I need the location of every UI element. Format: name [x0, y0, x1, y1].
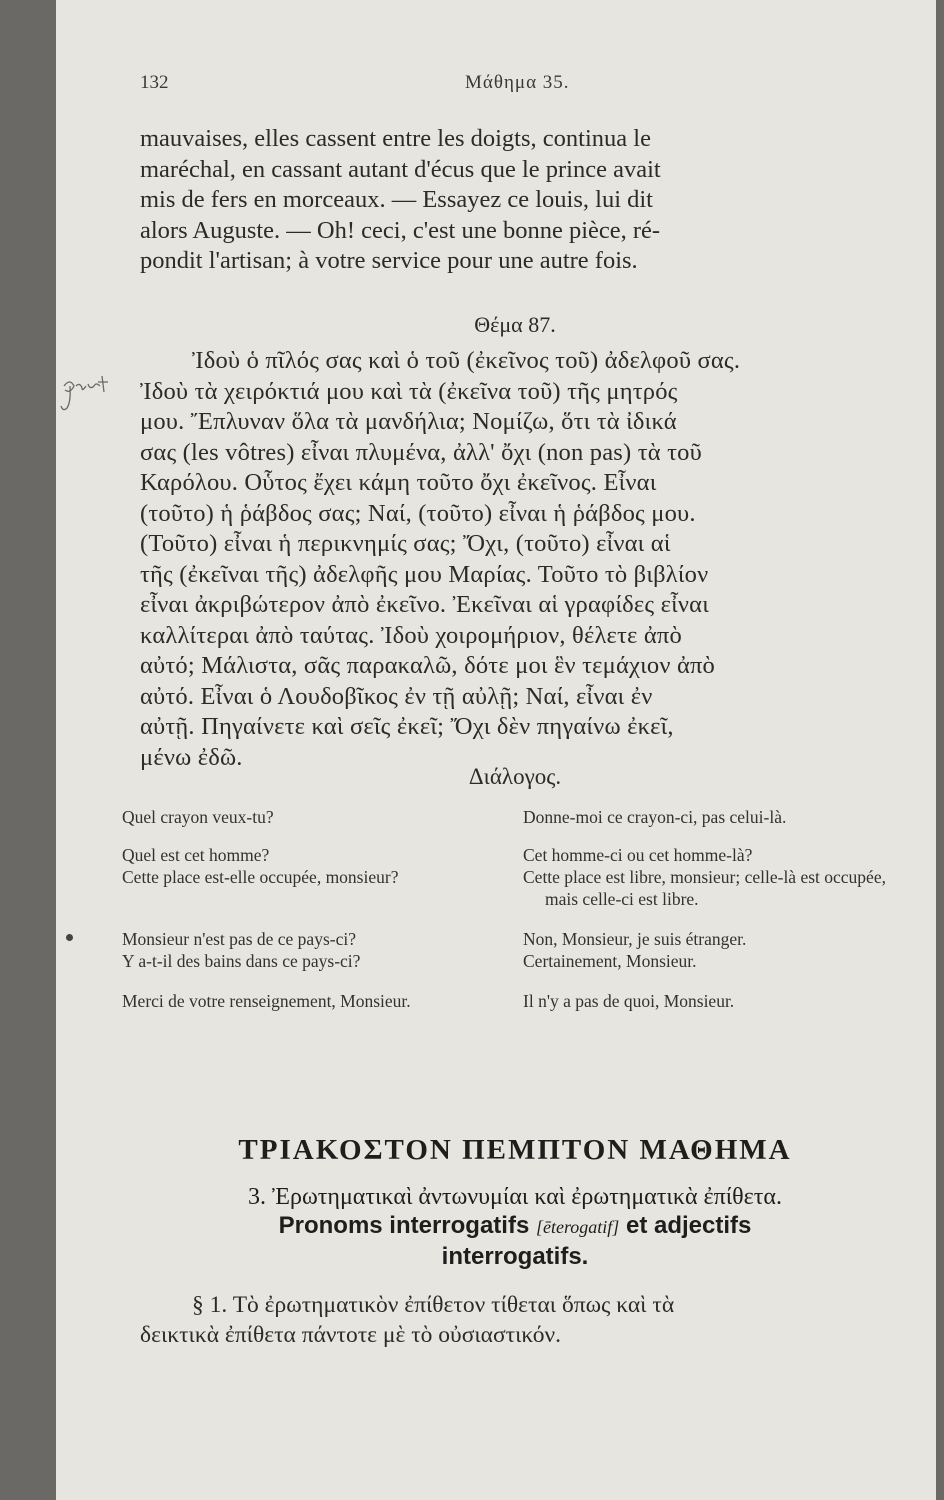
page-number: 132 [140, 72, 169, 93]
greek-paragraph [140, 346, 890, 773]
dialogue-table [122, 806, 890, 1012]
dialogue-row [122, 990, 890, 1012]
text-line: μένω ἐδῶ. [140, 743, 243, 771]
dialogue-question: Merci de votre renseignement, Monsieur. [122, 991, 411, 1011]
dialogue-answer: Cet homme-ci ou cet homme-là? [523, 845, 753, 865]
text-line: αὐτῇ. Πηγαίνετε καὶ σεῖς ἐκεῖ; Ὄχι δὲν πηγαίνω ἐκεῖ, [140, 713, 674, 740]
dialogue-title: Διάλογος. [468, 764, 562, 789]
text-line: Ἰδοὺ τὰ χειρόκτιά μου καὶ τὰ (ἐκεῖνα τοῦ) τῆς μητρός [140, 377, 678, 405]
text-line: alors Auguste. — Oh! ceci, c'est une bonne pièce, ré- [140, 216, 661, 244]
dialogue-answer: Certainement, Monsieur. [523, 951, 697, 971]
dialogue-answer: Non, Monsieur, je suis étranger. [523, 929, 747, 949]
running-title: Μάθημα 35. [465, 72, 570, 93]
text-line: maréchal, en cassant autant d'écus que le prince avait [140, 155, 661, 183]
text-line: καλλίτεραι ἀπὸ ταύτας. Ἰδοὺ χοιρομήριον, θέλετε ἀπὸ [140, 621, 682, 649]
dialogue-answer: Donne-moi ce crayon-ci, pas celui-là. [523, 807, 787, 827]
section-french-line [140, 1211, 890, 1242]
french-paragraph [140, 124, 890, 277]
text-line: (Τοῦτο) εἶναι ἡ περικνημίς σας; Ὄχι, (τοῦτο) εἶναι αἱ [140, 530, 671, 557]
text-line: § 1. Τὸ ἐρωτηματικὸν ἐπίθετον τίθεται ὅπως καὶ τὰ [192, 1292, 675, 1318]
page-header [140, 72, 890, 100]
text-line: εἶναι ἀκριβώτερον ἀπὸ ἐκεῖνο. Ἐκεῖναι αἱ γραφίδες εἶναι [140, 591, 709, 618]
text-line: (τοῦτο) ἡ ῥάβδος σας; Ναί, (τοῦτο) εἶναι ἡ ῥάβδος μου. [140, 499, 696, 527]
lesson-title: ΤΡΙΑΚΟΣΤΟΝ ΠΕΜΠΤΟΝ ΜΑΘΗΜΑ [238, 1134, 792, 1166]
dialogue-question: Quel est cet homme? [122, 845, 270, 865]
dialogue-question: Cette place est-elle occupée, monsieur? [122, 867, 399, 887]
dialogue-row [122, 844, 890, 866]
section-number: 3. [248, 1184, 267, 1210]
text-line: αὐτό. Εἶναι ὁ Λουδοβῖκος ἐν τῇ αὐλῇ; Ναί, εἶναι ἐν [140, 682, 653, 710]
page-speck [66, 934, 73, 941]
section-french-c: interrogatifs. [441, 1243, 589, 1270]
text-line: αὐτό; Μάλιστα, σᾶς παρακαλῶ, δότε μοι ἓν τεμάχιον ἀπὸ [140, 652, 716, 679]
handwritten-margin-note [58, 372, 118, 422]
text-line: δεικτικὰ ἐπίθετα πάντοτε μὲ τὸ οὐσιαστικόν. [140, 1322, 562, 1348]
text-line: μου. Ἔπλυναν ὅλα τὰ μανδήλια; Νομίζω, ὅτι τὰ ἰδικά [140, 408, 677, 435]
section-greek-title: Ἐρωτηματικαὶ ἀντωνυμίαι καὶ ἐρωτηματικὰ ἐπίθετα. [272, 1184, 782, 1210]
dialogue-row [122, 950, 890, 972]
text-line: τῆς (ἐκεῖναι τῆς) ἀδελφῆς μου Μαρίας. Τοῦτο τὸ βιβλίον [140, 560, 709, 588]
text-line: Καρόλου. Οὗτος ἔχει κάμη τοῦτο ὄχι ἐκεῖνος. Εἶναι [140, 469, 657, 496]
paragraph-1 [140, 1290, 890, 1350]
handwriting-graphic [58, 372, 118, 422]
exercise-title: Θέμα 87. [474, 312, 556, 337]
dialogue-row [122, 866, 890, 910]
dialogue-row [122, 928, 890, 950]
text-line: mauvaises, elles cassent entre les doigts, continua le [140, 125, 651, 152]
dialogue-question: Quel crayon veux-tu? [122, 807, 274, 827]
dialogue-question: Monsieur n'est pas de ce pays-ci? [122, 929, 356, 949]
dialogue-answer: Il n'y a pas de quoi, Monsieur. [523, 991, 735, 1011]
section-pronunciation: [ēterogatif] [535, 1217, 620, 1237]
text-line: σας (les vôtres) εἶναι πλυμένα, ἀλλ' ὄχι (non pas) τὰ τοῦ [140, 438, 702, 466]
section-french-a: Pronoms interrogatifs [278, 1212, 530, 1239]
text-line: pondit l'artisan; à votre service pour une autre fois. [140, 247, 638, 274]
dialogue-row [122, 806, 890, 828]
text-line: Ἰδοὺ ὁ πῖλός σας καὶ ὁ τοῦ (ἐκεῖνος τοῦ) ἀδελφοῦ σας. [192, 347, 741, 374]
book-page [56, 0, 936, 1500]
dialogue-answer: Cette place est libre, monsieur; celle-là est occupée, mais celle-ci est libre. [523, 867, 886, 909]
section-heading [140, 1184, 890, 1272]
dialogue-question: Y a-t-il des bains dans ce pays-ci? [122, 951, 361, 971]
section-greek-line [140, 1184, 890, 1211]
text-line: mis de fers en morceaux. — Essayez ce louis, lui dit [140, 186, 653, 213]
section-french-b: et adjectifs [626, 1212, 752, 1239]
